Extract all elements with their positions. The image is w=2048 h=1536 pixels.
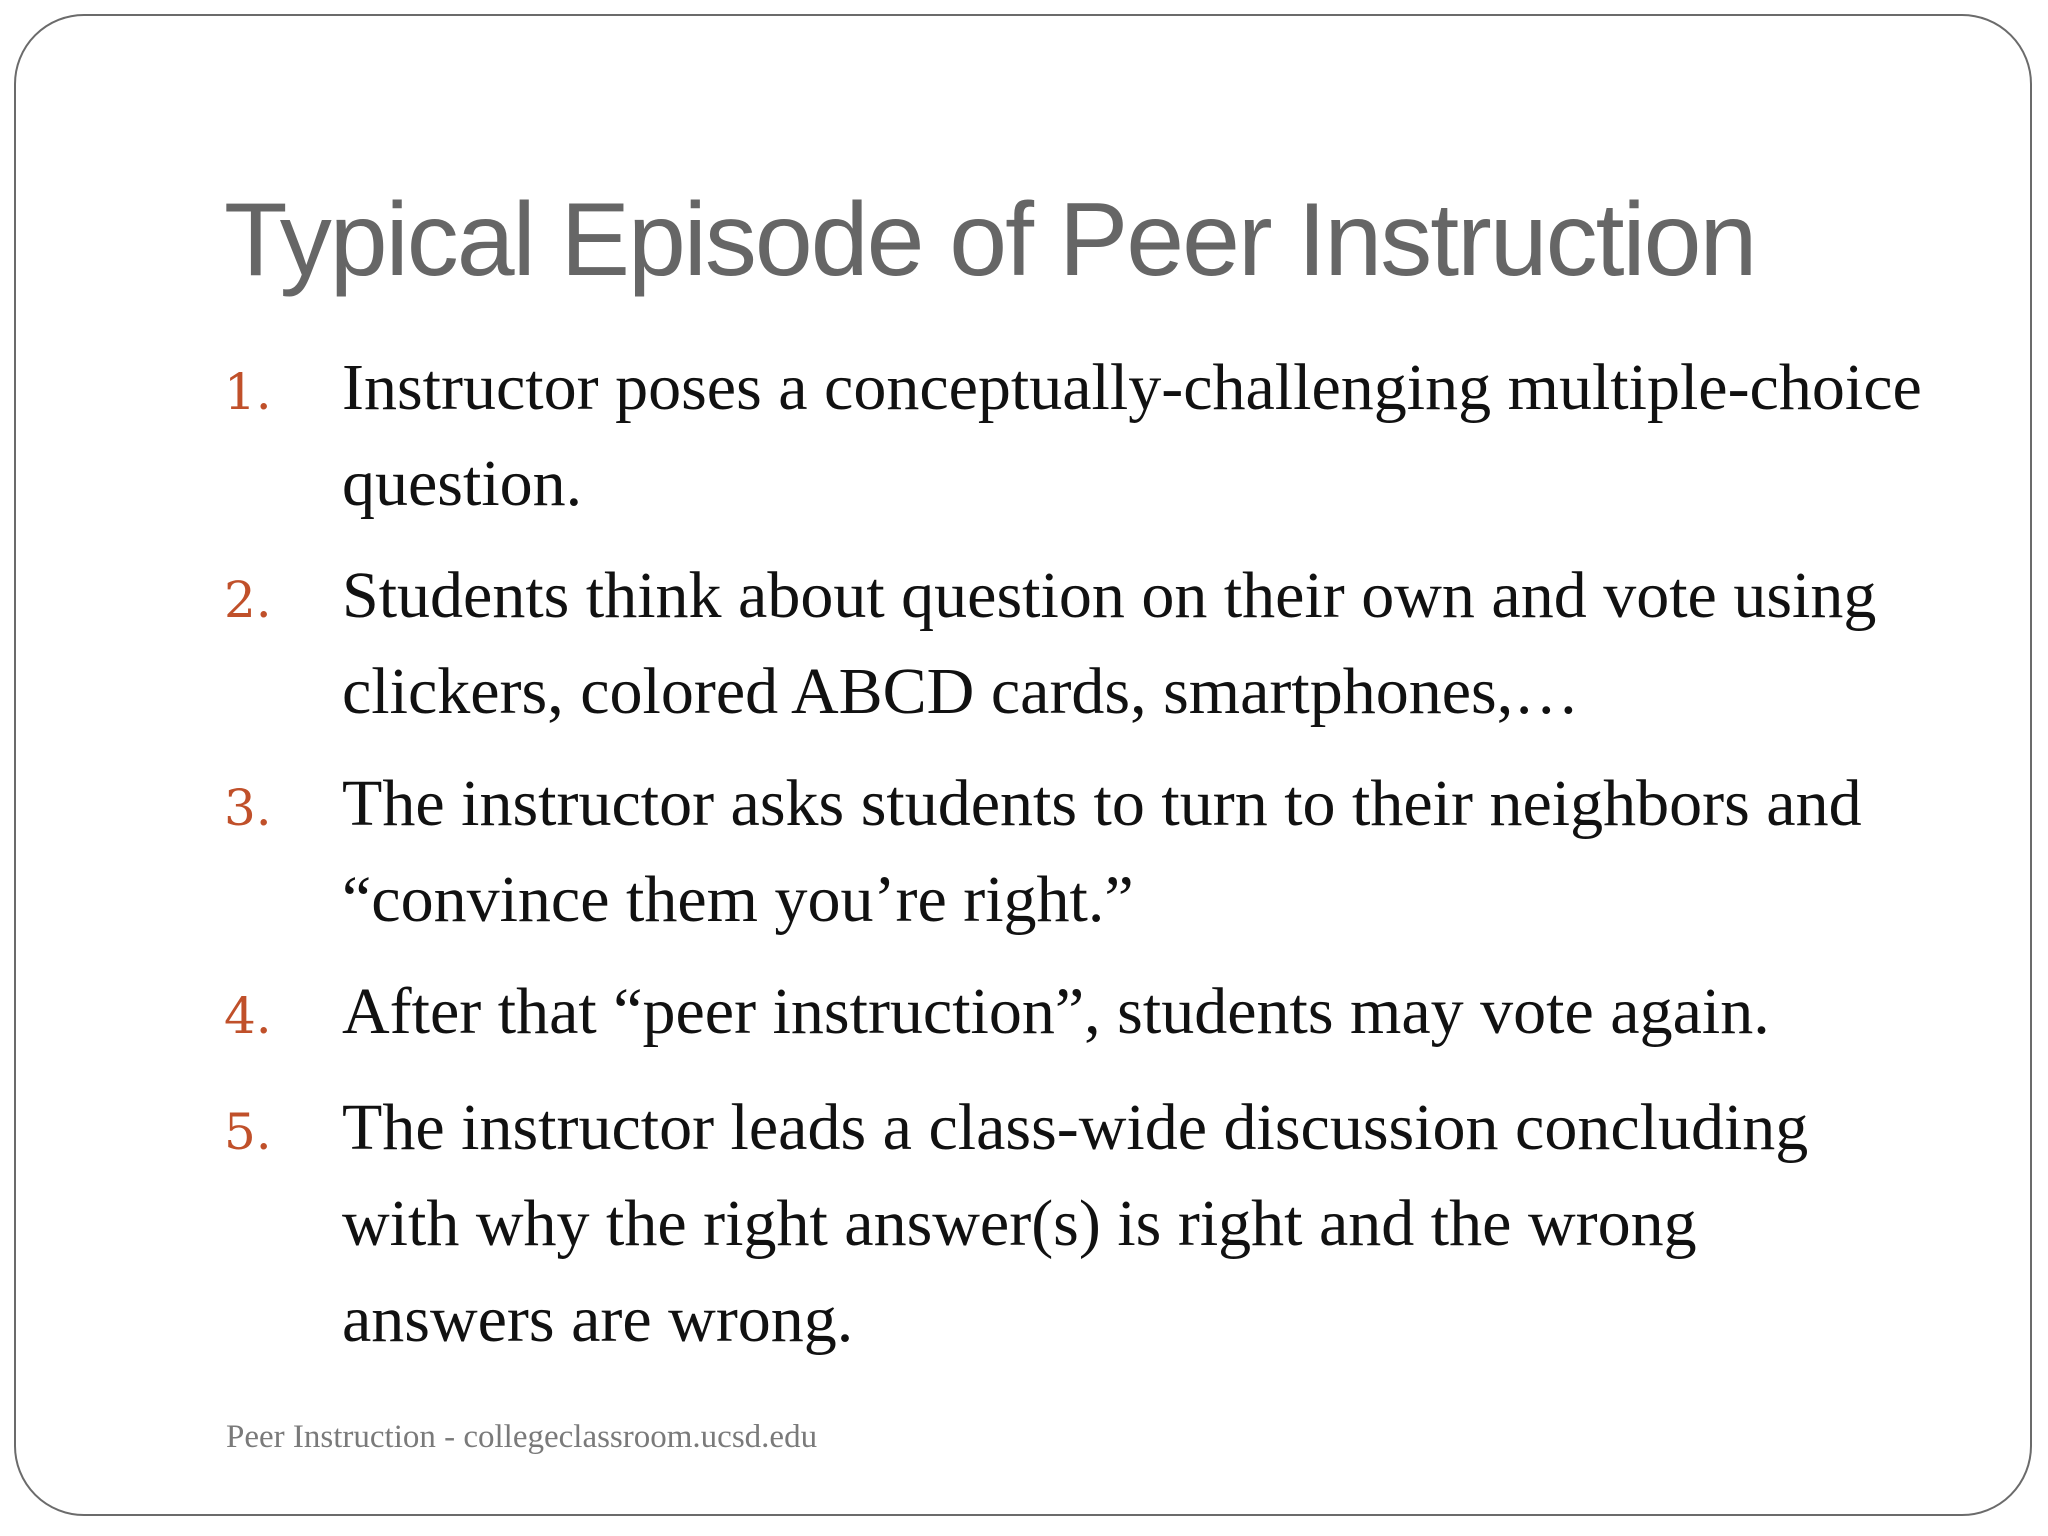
- list-item: [224, 756, 1924, 948]
- step-text: Students think about question on their own and vote using clickers, colored ABCD cards, smartphones,…: [342, 559, 1877, 728]
- step-text: The instructor asks students to turn to their neighbors and “convince them you’re right.”: [342, 767, 1862, 936]
- list-item: [224, 964, 1924, 1064]
- step-number: 4.: [224, 987, 272, 1045]
- list-item: [224, 548, 1924, 740]
- slide-footer: Peer Instruction - collegeclassroom.ucsd.edu: [226, 1419, 818, 1455]
- step-list: [224, 340, 1924, 1384]
- step-number: 2.: [224, 571, 272, 629]
- slide-title: Typical Episode of Peer Instruction: [224, 182, 1756, 298]
- step-text: The instructor leads a class-wide discussion concluding with why the right answer(s) is right and the wrong answers are wrong.: [342, 1091, 1809, 1356]
- list-item: [224, 340, 1924, 532]
- step-number: 1.: [224, 363, 272, 421]
- list-item: [224, 1080, 1924, 1368]
- step-number: 3.: [224, 779, 272, 837]
- step-text: After that “peer instruction”, students may vote again.: [342, 975, 1770, 1048]
- step-number: 5.: [224, 1103, 272, 1161]
- step-text: Instructor poses a conceptually-challenging multiple-choice question.: [342, 351, 1922, 520]
